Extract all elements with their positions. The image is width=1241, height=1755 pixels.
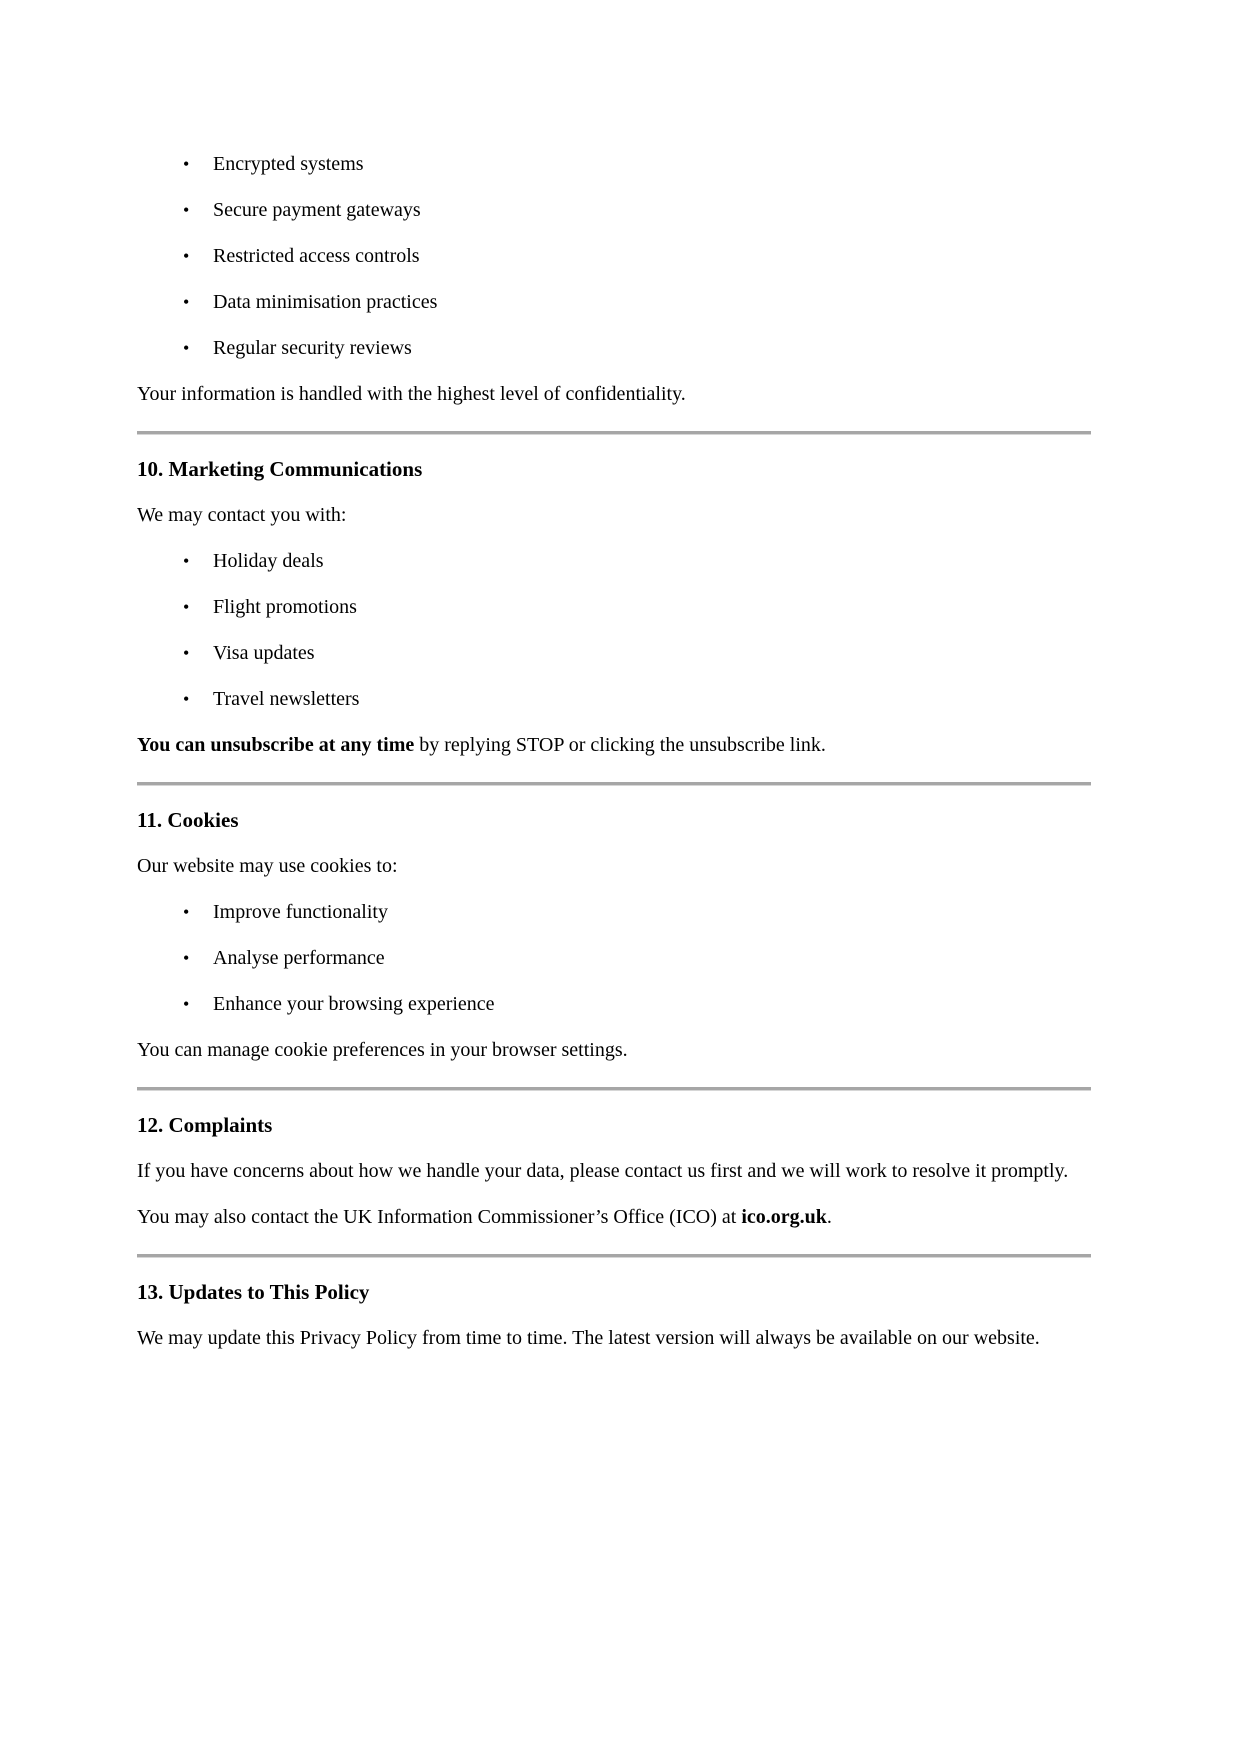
section-heading-marketing: 10. Marketing Communications bbox=[137, 457, 423, 481]
list-item bbox=[183, 242, 1091, 271]
list-item-text: Enhance your browsing experience bbox=[213, 993, 495, 1015]
section-divider bbox=[137, 1087, 1091, 1091]
list-item bbox=[183, 334, 1091, 363]
bullet-icon: • bbox=[183, 154, 190, 174]
bullet-icon: • bbox=[183, 689, 190, 709]
paragraph-unsubscribe bbox=[137, 731, 1091, 760]
ico-link-text: ico.org.uk bbox=[741, 1206, 827, 1228]
section-heading-cookies: 11. Cookies bbox=[137, 808, 239, 832]
bullet-icon: • bbox=[183, 200, 190, 220]
list-item bbox=[183, 593, 1091, 622]
marketing-channels-list bbox=[137, 547, 1091, 714]
bullet-icon: • bbox=[183, 902, 190, 922]
bullet-icon: • bbox=[183, 643, 190, 663]
unsubscribe-rest-text: by replying STOP or clicking the unsubscribe link. bbox=[414, 734, 826, 756]
paragraph-marketing-intro: We may contact you with: bbox=[137, 504, 347, 526]
list-item-text: Regular security reviews bbox=[213, 337, 412, 359]
list-item-text: Holiday deals bbox=[213, 550, 324, 572]
list-item-text: Encrypted systems bbox=[213, 153, 364, 175]
list-item-text: Flight promotions bbox=[213, 596, 357, 618]
list-item bbox=[183, 196, 1091, 225]
list-item bbox=[183, 685, 1091, 714]
unsubscribe-bold-text: You can unsubscribe at any time bbox=[137, 734, 415, 756]
list-item-text: Visa updates bbox=[213, 642, 315, 664]
paragraph-cookie-preferences: You can manage cookie preferences in your browser settings. bbox=[137, 1039, 628, 1061]
bullet-icon: • bbox=[183, 246, 190, 266]
list-item bbox=[183, 547, 1091, 576]
bullet-icon: • bbox=[183, 948, 190, 968]
paragraph-confidentiality: Your information is handled with the highest level of confidentiality. bbox=[137, 383, 686, 405]
list-item bbox=[183, 150, 1091, 179]
section-divider bbox=[137, 782, 1091, 786]
list-item-text: Analyse performance bbox=[213, 947, 385, 969]
bullet-icon: • bbox=[183, 338, 190, 358]
paragraph-updates: We may update this Privacy Policy from time to time. The latest version will always be available on our website. bbox=[137, 1327, 1040, 1349]
section-divider bbox=[137, 1254, 1091, 1258]
paragraph-complaints-2 bbox=[137, 1203, 1091, 1232]
list-item-text: Improve functionality bbox=[213, 901, 388, 923]
bullet-icon: • bbox=[183, 994, 190, 1014]
section-heading-updates: 13. Updates to This Policy bbox=[137, 1280, 370, 1304]
bullet-icon: • bbox=[183, 551, 190, 571]
section-heading-complaints: 12. Complaints bbox=[137, 1113, 273, 1137]
list-item-text: Restricted access controls bbox=[213, 245, 420, 267]
paragraph-cookies-intro: Our website may use cookies to: bbox=[137, 855, 398, 877]
cookies-purposes-list bbox=[137, 898, 1091, 1019]
list-item-text: Data minimisation practices bbox=[213, 291, 438, 313]
paragraph-complaints-1: If you have concerns about how we handle your data, please contact us first and we will work to resolve it promptly. bbox=[137, 1160, 1069, 1182]
security-measures-list bbox=[137, 150, 1091, 363]
list-item-text: Secure payment gateways bbox=[213, 199, 421, 221]
section-divider bbox=[137, 431, 1091, 435]
ico-text-suffix: . bbox=[826, 1206, 832, 1228]
list-item bbox=[183, 288, 1091, 317]
bullet-icon: • bbox=[183, 597, 190, 617]
list-item bbox=[183, 639, 1091, 668]
list-item bbox=[183, 990, 1091, 1019]
ico-text-prefix: You may also contact the UK Information Commissioner’s Office (ICO) at bbox=[137, 1206, 742, 1228]
list-item-text: Travel newsletters bbox=[213, 688, 360, 710]
list-item bbox=[183, 898, 1091, 927]
bullet-icon: • bbox=[183, 292, 190, 312]
list-item bbox=[183, 944, 1091, 973]
